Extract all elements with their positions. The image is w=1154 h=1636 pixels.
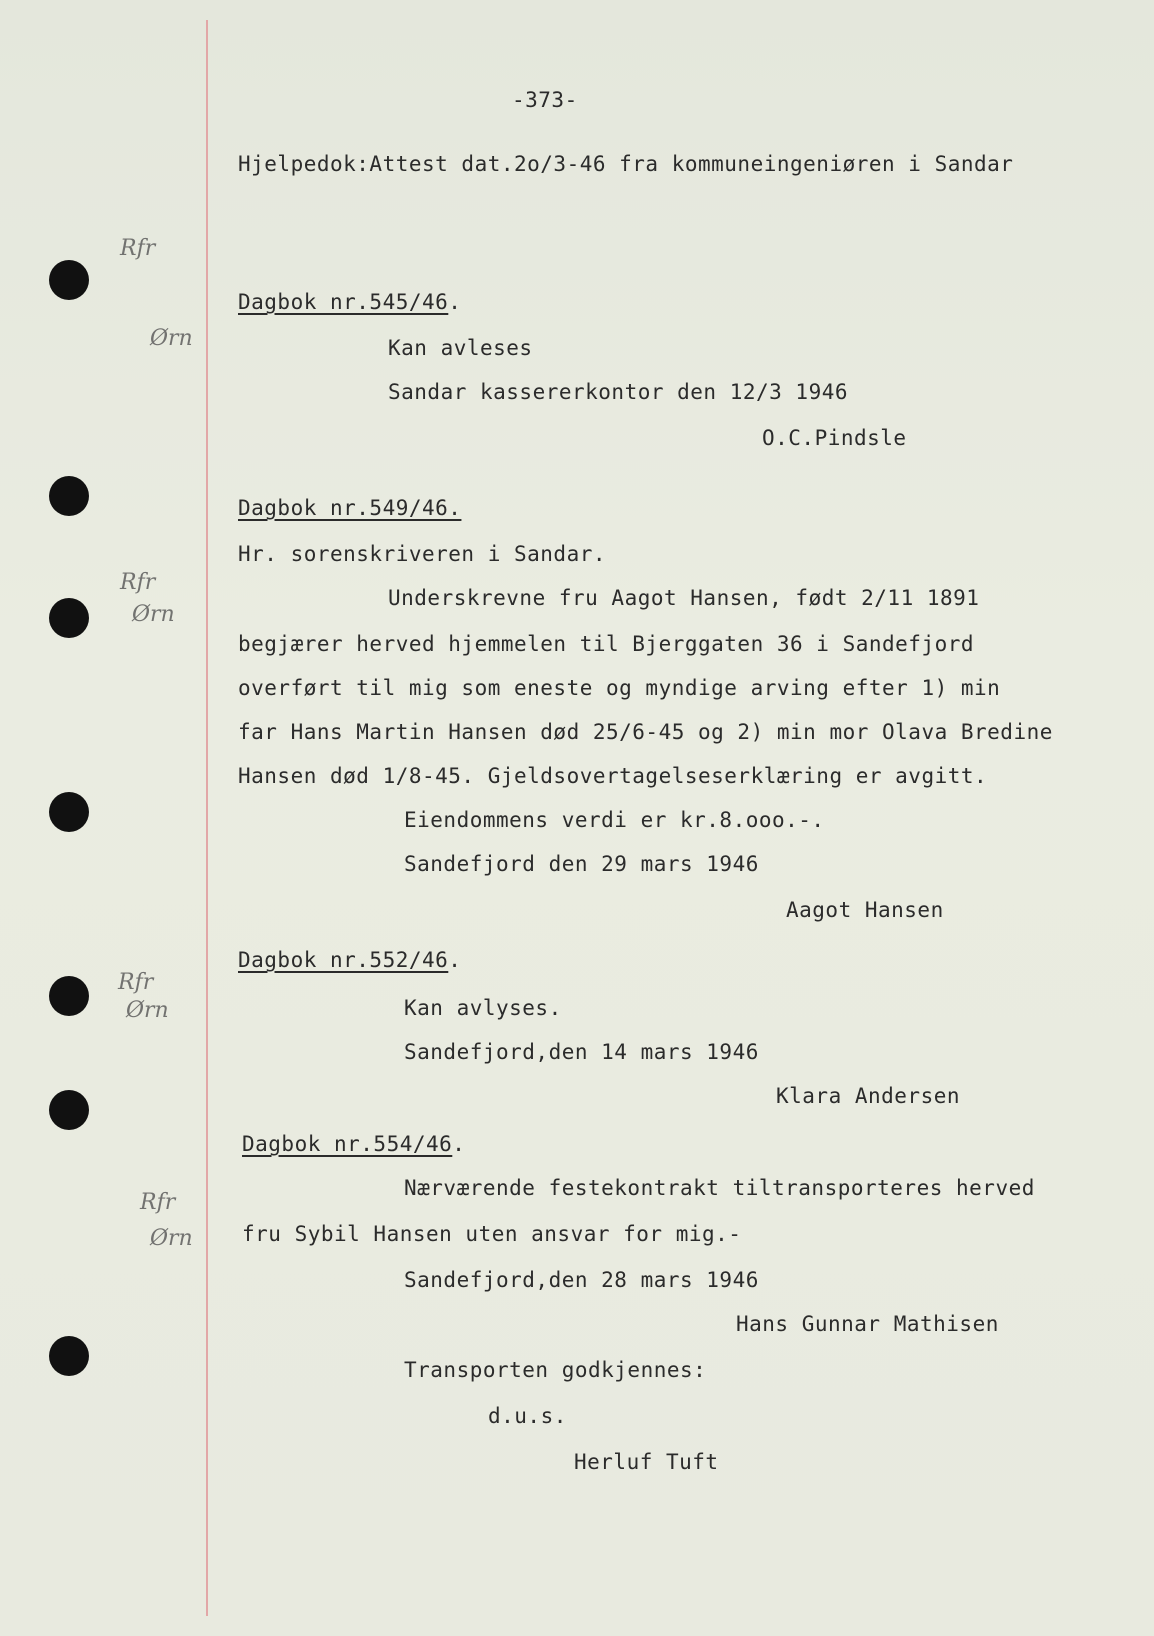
- entry-number: Dagbok nr.554/46: [242, 1132, 453, 1156]
- punch-hole: [49, 476, 89, 516]
- entry-heading-dot: .: [448, 290, 462, 314]
- signature-line: Klara Andersen: [776, 1084, 961, 1108]
- punch-hole: [49, 1336, 89, 1376]
- text-line: Kan avlyses.: [404, 996, 562, 1020]
- entry-heading-dot: .: [452, 1132, 466, 1156]
- text-line: Eiendommens verdi er kr.8.ooo.-.: [404, 808, 825, 832]
- text-line: Hansen død 1/8-45. Gjeldsovertagelseserklæring er avgitt.: [238, 764, 988, 788]
- text-line: Sandar kassererkontor den 12/3 1946: [388, 380, 849, 404]
- signature-line: Herluf Tuft: [574, 1450, 719, 1474]
- punch-hole: [49, 260, 89, 300]
- entry-number: Dagbok nr.549/46.: [238, 496, 462, 520]
- text-line: Sandefjord den 29 mars 1946: [404, 852, 759, 876]
- punch-hole: [49, 976, 89, 1016]
- entry-number: Dagbok nr.552/46: [238, 948, 449, 972]
- page-number: -373-: [512, 88, 578, 112]
- entry-number: Dagbok nr.545/46: [238, 290, 449, 314]
- text-line: fru Sybil Hansen uten ansvar for mig.-: [242, 1222, 742, 1246]
- punch-hole: [49, 598, 89, 638]
- text-line: Underskrevne fru Aagot Hansen, født 2/11 1891: [388, 586, 980, 610]
- signature-line: Aagot Hansen: [786, 898, 944, 922]
- margin-initials: Ørn: [126, 998, 169, 1023]
- entry-heading: [238, 496, 461, 520]
- text-line: Transporten godkjennes:: [404, 1358, 707, 1382]
- text-line: Hjelpedok:Attest dat.2o/3-46 fra kommuneingeniøren i Sandar: [238, 152, 1014, 176]
- margin-initials: Ørn: [132, 602, 175, 627]
- signature-line: Hans Gunnar Mathisen: [736, 1312, 999, 1336]
- text-line: Sandefjord,den 28 mars 1946: [404, 1268, 759, 1292]
- margin-initials: Rfr: [140, 1190, 176, 1215]
- text-line: overført til mig som eneste og myndige arving efter 1) min: [238, 676, 1001, 700]
- entry-heading-dot: .: [448, 948, 462, 972]
- text-line: far Hans Martin Hansen død 25/6-45 og 2) min mor Olava Bredine: [238, 720, 1053, 744]
- punch-hole: [49, 1090, 89, 1130]
- entry-heading: [238, 290, 461, 314]
- margin-initials: Rfr: [118, 970, 154, 995]
- margin-initials: Rfr: [120, 570, 156, 595]
- text-line: Sandefjord,den 14 mars 1946: [404, 1040, 759, 1064]
- margin-line: [206, 20, 208, 1616]
- margin-initials: Ørn: [150, 1226, 193, 1251]
- entry-heading: [242, 1132, 465, 1156]
- text-line: Hr. sorenskriveren i Sandar.: [238, 542, 607, 566]
- entry-heading: [238, 948, 461, 972]
- text-line: Nærværende festekontrakt tiltransporteres herved: [404, 1176, 1035, 1200]
- text-line: Kan avleses: [388, 336, 533, 360]
- margin-initials: Rfr: [120, 236, 156, 261]
- signature-line: O.C.Pindsle: [762, 426, 907, 450]
- text-line: d.u.s.: [488, 1404, 567, 1428]
- punch-hole: [49, 792, 89, 832]
- text-line: begjærer herved hjemmelen til Bjerggaten 36 i Sandefjord: [238, 632, 975, 656]
- margin-initials: Ørn: [150, 326, 193, 351]
